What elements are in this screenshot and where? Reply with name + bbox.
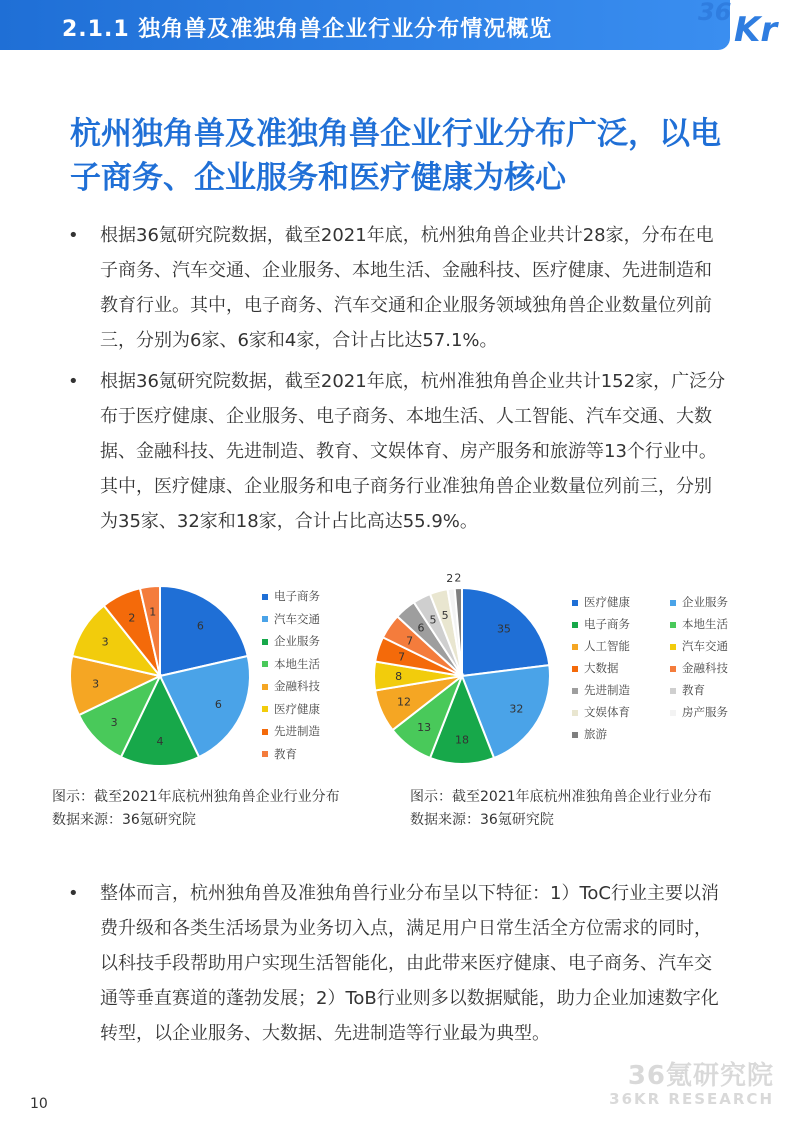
caption-right-source: 数据来源：36氪研究院 (410, 812, 554, 828)
pie-label-1-7: 7 (406, 634, 414, 648)
legend-item-1-6 (572, 660, 619, 676)
legend-item-1-7 (670, 660, 728, 676)
caption-left-source: 数据来源：36氪研究院 (52, 812, 196, 828)
pie-label-0-0: 6 (196, 619, 204, 633)
pie-label-1-3: 13 (417, 720, 432, 734)
legend-item-0-1 (262, 611, 320, 627)
legend-swatch (572, 622, 578, 628)
legend-label: 金融科技 (274, 679, 320, 693)
pie-label-1-8: 6 (417, 621, 425, 635)
pie-label-1-2: 18 (455, 733, 469, 747)
pie-chart-quasi-unicorn (362, 562, 562, 768)
legend-item-0-7 (262, 746, 297, 762)
legend-swatch (670, 666, 676, 672)
legend-swatch (670, 710, 676, 716)
legend-swatch (572, 710, 578, 716)
legend-swatch (262, 684, 268, 690)
legend-swatch (670, 644, 676, 650)
legend-swatch (572, 644, 578, 650)
36kr-logo (694, 0, 794, 50)
legend-item-1-9 (670, 682, 705, 698)
legend-label: 企业服务 (682, 595, 728, 609)
legend-item-0-6 (262, 723, 320, 739)
legend-swatch (262, 706, 268, 712)
caption-left (52, 786, 372, 832)
legend-label: 金融科技 (682, 661, 728, 675)
legend-label: 教育 (682, 683, 705, 697)
pie-label-1-6: 7 (398, 650, 406, 664)
legend-item-1-11 (670, 704, 728, 720)
watermark-en: 36KR RESEARCH (609, 1090, 774, 1108)
header-bar (0, 0, 730, 50)
summary-list (62, 876, 728, 1057)
pie-label-1-11: 2 (446, 572, 454, 586)
pie-label-0-5: 3 (101, 635, 109, 649)
legend-item-1-12 (572, 726, 607, 742)
legend-label: 本地生活 (682, 617, 728, 631)
legend-item-1-3 (670, 616, 728, 632)
legend-swatch (262, 616, 268, 622)
section-title: 2.1.1 独角兽及准独角兽企业行业分布情况概览 (62, 17, 553, 42)
legend-item-0-2 (262, 633, 320, 649)
legend-swatch (262, 729, 268, 735)
pie-label-1-9: 5 (429, 613, 437, 627)
pie-label-1-10: 5 (441, 608, 449, 622)
bullet-unicorn: • 根据36氪研究院数据，截至2021年底，杭州独角兽企业共计28家，分布在电子商务、汽车交通、企业服务、本地生活、金融科技、医疗健康、先进制造和教育行业。其中，电子商务、汽车交通和企业服务领域独角兽企业数量位列前三，分别为6家、6家和4家，合计占比达57.1%。 (62, 218, 728, 358)
caption-left-title: 图示：截至2021年底杭州独角兽企业行业分布 (52, 789, 340, 805)
legend-item-0-4 (262, 678, 320, 694)
logo-kr: Kr (734, 10, 778, 50)
pie-label-0-7: 1 (149, 605, 157, 619)
legend-label: 房产服务 (682, 705, 728, 719)
legend-label: 大数据 (584, 661, 619, 675)
legend-label: 旅游 (584, 727, 607, 741)
caption-right (410, 786, 730, 832)
logo-number: 36 (698, 0, 732, 26)
legend-swatch (670, 622, 676, 628)
legend-item-1-1 (670, 594, 728, 610)
legend-swatch (572, 666, 578, 672)
pie-label-0-1: 6 (214, 698, 222, 712)
chart-area (0, 560, 794, 800)
legend-label: 汽车交通 (274, 611, 320, 626)
legend-item-0-0 (262, 588, 320, 604)
bullet-list (62, 218, 728, 545)
legend-item-1-0 (572, 594, 630, 610)
legend-label: 先进制造 (274, 724, 320, 738)
pie-label-1-4: 12 (396, 695, 411, 709)
legend-label: 医疗健康 (274, 701, 320, 716)
legend-swatch (262, 751, 268, 757)
legend-swatch (572, 732, 578, 738)
legend-item-0-3 (262, 656, 320, 672)
legend-item-1-2 (572, 616, 630, 632)
legend-label: 先进制造 (584, 683, 630, 697)
caption-right-title: 图示：截至2021年底杭州准独角兽企业行业分布 (410, 789, 712, 805)
legend-swatch (670, 688, 676, 694)
pie-label-0-3: 3 (110, 715, 118, 729)
pie-label-0-2: 4 (156, 734, 164, 748)
bullet-quasi-unicorn: • 根据36氪研究院数据，截至2021年底，杭州准独角兽企业共计152家，广泛分布于医疗健康、企业服务、电子商务、本地生活、人工智能、汽车交通、大数据、金融科技、先进制造、教育、文娱体育、房产服务和旅游等13个行业中。其中，医疗健康、企业服务和电子商务行业准独角兽企业数量位列前三，分别为35家、32家和18家，合计占比高达55.9%。 (62, 364, 728, 539)
page-headline: 杭州独角兽及准独角兽企业行业分布广泛，以电子商务、企业服务和医疗健康为核心 (70, 116, 721, 196)
pie-label-1-12: 2 (454, 571, 462, 585)
legend-swatch (572, 600, 578, 606)
pie-label-0-6: 2 (128, 611, 136, 625)
legend-label: 汽车交通 (682, 639, 728, 653)
legend-label: 人工智能 (584, 639, 630, 653)
page-number: 10 (30, 1096, 48, 1112)
legend-label: 医疗健康 (584, 595, 630, 609)
legend-swatch (670, 600, 676, 606)
legend-label: 本地生活 (274, 656, 320, 671)
legend-swatch (262, 594, 268, 600)
legend-label: 教育 (274, 746, 297, 761)
legend-label: 企业服务 (274, 634, 320, 648)
pie-label-0-4: 3 (92, 677, 100, 691)
pie-chart-unicorn (62, 578, 258, 774)
legend-item-1-10 (572, 704, 630, 720)
legend-swatch (572, 688, 578, 694)
legend-label: 电子商务 (274, 589, 320, 603)
legend-label: 文娱体育 (584, 705, 630, 719)
watermark (609, 1055, 774, 1108)
legend-item-0-5 (262, 701, 320, 717)
legend-item-1-4 (572, 638, 630, 654)
legend-item-1-8 (572, 682, 630, 698)
bullet-summary: • 整体而言，杭州独角兽及准独角兽行业分布呈以下特征：1）ToC行业主要以消费升级和各类生活场景为业务切入点，满足用户日常生活全方位需求的同时，以科技手段帮助用户实现生活智能化，由此带来医疗健康、电子商务、汽车交通等垂直赛道的蓬勃发展；2）ToB行业则多以数据赋能，助力企业加速数字化转型，以企业服务、大数据、先进制造等行业最为典型。 (62, 876, 728, 1051)
pie-label-1-1: 32 (509, 702, 524, 716)
watermark-cn: 36氪研究院 (627, 1061, 774, 1091)
legend-item-1-5 (670, 638, 728, 654)
pie-label-1-5: 8 (395, 670, 403, 683)
legend-swatch (262, 661, 268, 667)
legend-swatch (262, 639, 268, 645)
pie-label-1-0: 35 (496, 622, 511, 636)
legend-label: 电子商务 (584, 617, 630, 631)
